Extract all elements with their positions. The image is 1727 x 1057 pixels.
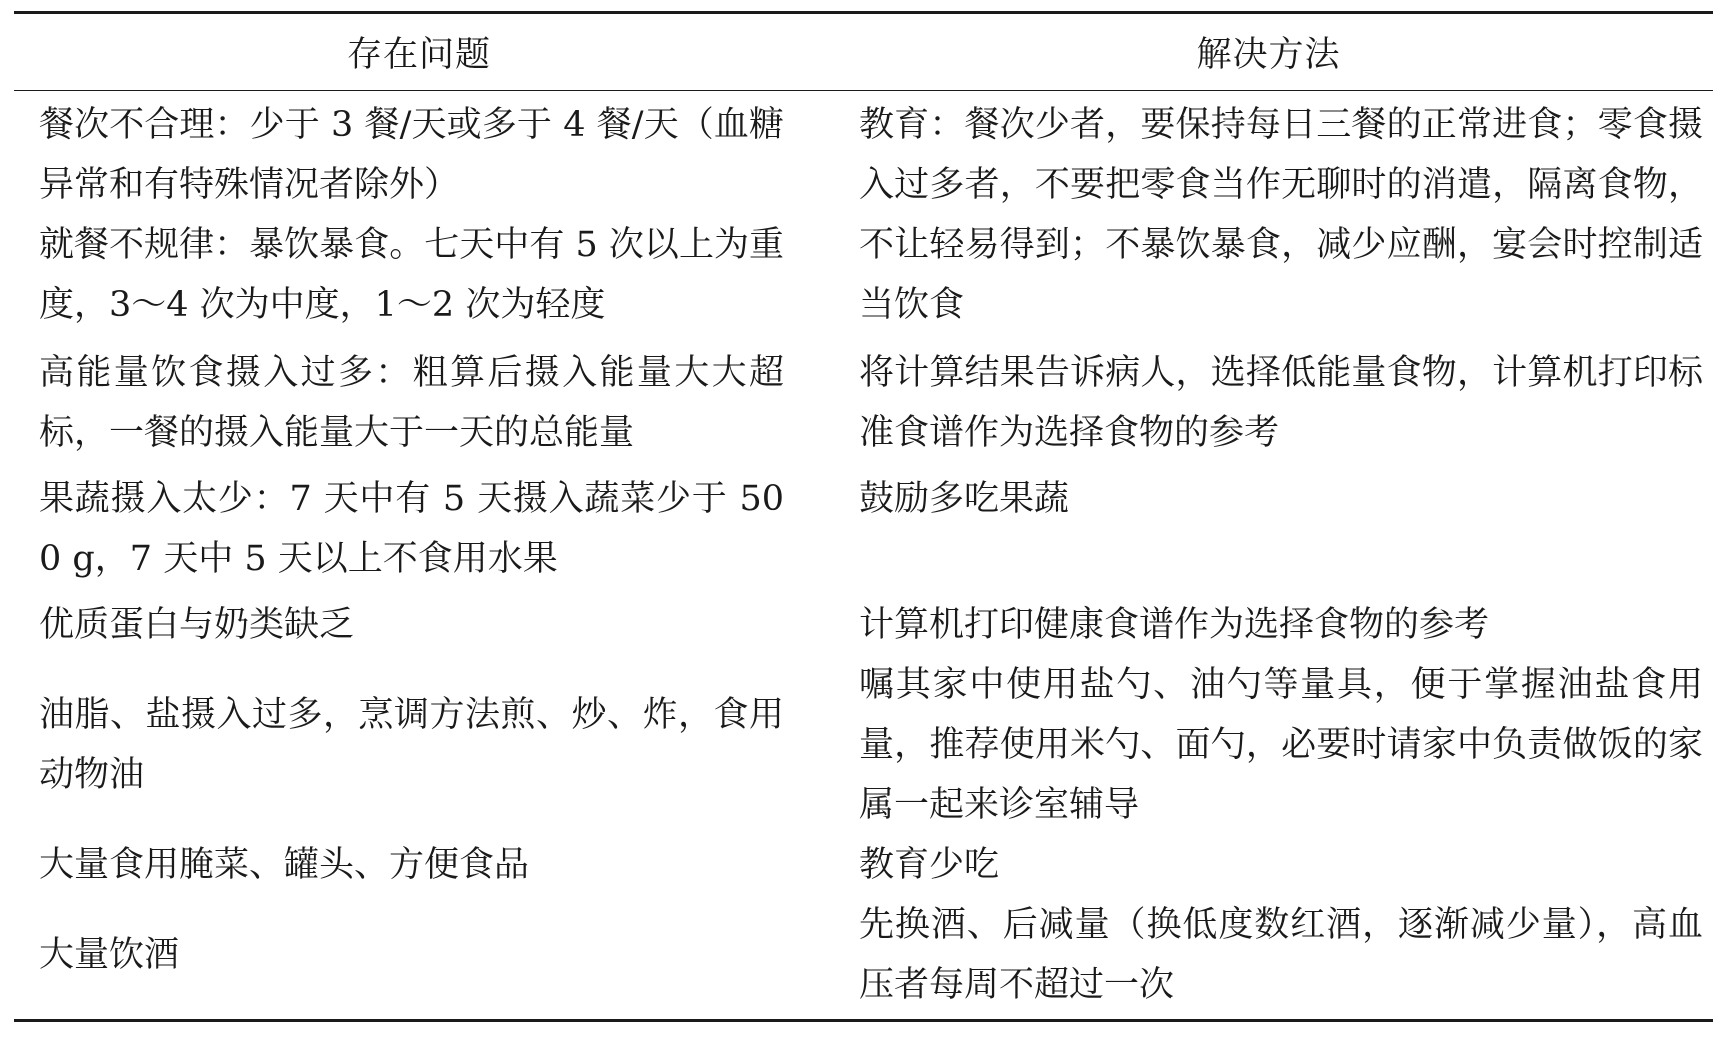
- header-solution: 解决方法: [1196, 35, 1341, 75]
- problem-text: 优质蛋白与奶类缺乏: [39, 605, 355, 645]
- problem-solution-table: [14, 11, 1713, 1022]
- table-row: [14, 91, 1713, 344]
- problem-text: 餐次不合理：少于 3 餐/天或多于 4 餐/天（血糖异常和有特殊情况者除外）: [39, 105, 784, 205]
- table-header: [14, 13, 1713, 91]
- table-row: [14, 655, 1713, 835]
- table-row: [14, 343, 1713, 469]
- problem-text: 果蔬摄入太少：7 天中有 5 天摄入蔬菜少于 500 g，7 天中 5 天以上不食用水果: [39, 479, 784, 579]
- header-row: [14, 13, 1713, 91]
- solution-cell: 先换酒、后减量（换低度数红酒，逐渐减少量），高血压者每周不超过一次: [859, 905, 1703, 1005]
- table-row: [14, 835, 1713, 895]
- problem-cell: [14, 343, 824, 469]
- problem-cell: [14, 655, 824, 835]
- solution-cell: 鼓励多吃果蔬: [859, 479, 1070, 519]
- problem-text: 大量饮酒: [39, 935, 180, 975]
- solution-cell: 嘱其家中使用盐勺、油勺等量具，便于掌握油盐食用量，推荐使用米勺、面勺，必要时请家中负责做饭的家属一起来诊室辅导: [859, 665, 1703, 825]
- problem-text: 大量食用腌菜、罐头、方便食品: [39, 845, 530, 885]
- problem-cell: [14, 91, 824, 344]
- solution-cell: 计算机打印健康食谱作为选择食物的参考: [859, 605, 1490, 645]
- table-body: [14, 91, 1713, 1021]
- problem-text: 油脂、盐摄入过多，烹调方法煎、炒、炸，食用动物油: [39, 695, 784, 795]
- solution-cell: 教育少吃: [859, 845, 1000, 885]
- problem-text: 高能量饮食摄入过多：粗算后摄入能量大大超标，一餐的摄入能量大于一天的总能量: [39, 353, 784, 453]
- problem-text: 就餐不规律：暴饮暴食。七天中有 5 次以上为重度，3～4 次为中度，1～2 次为轻度: [39, 225, 784, 325]
- problem-cell: [14, 895, 824, 1021]
- header-problem: 存在问题: [346, 35, 491, 75]
- problem-cell: [14, 595, 824, 655]
- diet-problem-table: [14, 11, 1713, 1022]
- solution-cell: 教育：餐次少者，要保持每日三餐的正常进食；零食摄入过多者，不要把零食当作无聊时的消遣，隔离食物，不让轻易得到；不暴饮暴食，减少应酬，宴会时控制适当饮食: [859, 105, 1703, 325]
- solution-cell: 将计算结果告诉病人，选择低能量食物，计算机打印标准食谱作为选择食物的参考: [859, 353, 1703, 453]
- table-row: [14, 895, 1713, 1021]
- table-row: [14, 469, 1713, 595]
- problem-cell: [14, 835, 824, 895]
- table-row: [14, 595, 1713, 655]
- problem-cell: [14, 469, 824, 595]
